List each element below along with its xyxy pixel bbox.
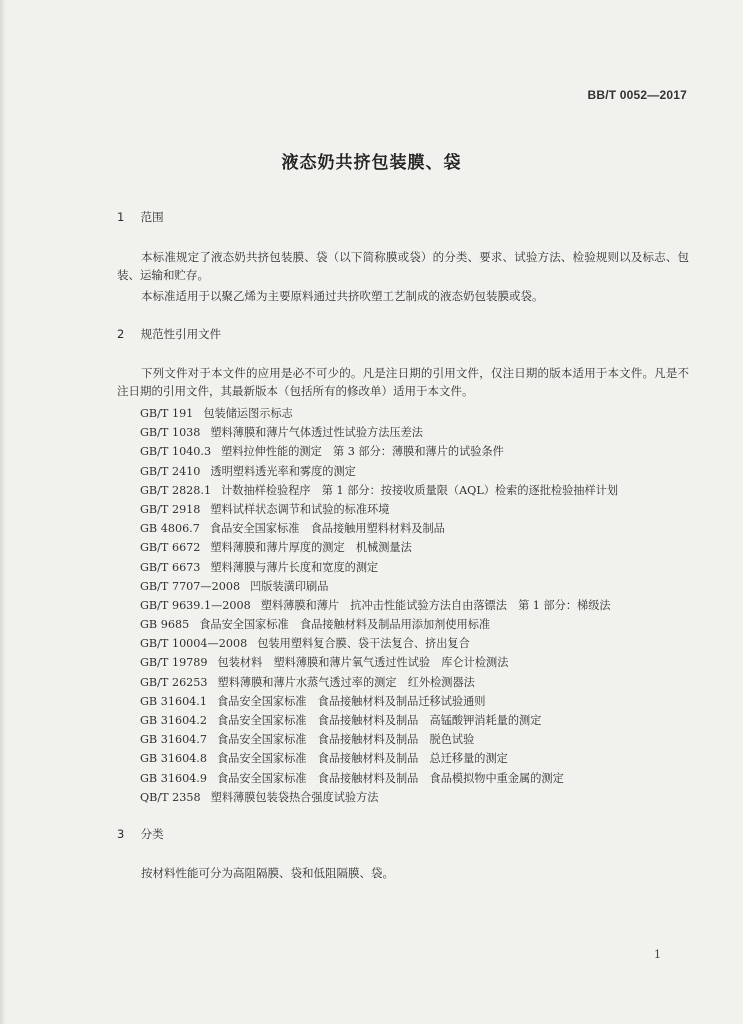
- reference-item: [140, 749, 618, 768]
- scope-paragraph-2: 本标准适用于以聚乙烯为主要原料通过共挤吹塑工艺制成的液态奶包装膜或袋。: [141, 289, 544, 303]
- reference-title: 包装用塑料复合膜、袋干法复合、挤出复合: [257, 637, 470, 651]
- section-title: 范围: [140, 210, 164, 224]
- references-intro-paragraph: 下列文件对于本文件的应用是必不可少的。凡是注日期的引用文件，仅注日期的版本适用于本文件。凡是不注日期的引用文件，其最新版本（包括所有的修改单）适用于本文件。: [117, 366, 689, 398]
- reference-code: GB/T 2828.1: [140, 483, 212, 497]
- reference-item: [140, 615, 618, 634]
- reference-item: [140, 500, 618, 519]
- reference-title: 塑料薄膜包装袋热合强度试验方法: [210, 790, 379, 804]
- reference-item: [140, 538, 618, 557]
- reference-title: 塑料试样状态调节和试验的标准环境: [210, 502, 390, 516]
- reference-code: GB/T 2918: [140, 502, 201, 516]
- reference-item: [140, 788, 618, 807]
- reference-item: [140, 481, 618, 500]
- section-number: 3: [117, 827, 125, 841]
- reference-code: GB/T 6672: [140, 541, 201, 555]
- reference-item: [140, 577, 618, 596]
- reference-item: [140, 404, 618, 423]
- reference-code: GB 9685: [140, 618, 190, 632]
- reference-code: GB/T 191: [140, 407, 194, 420]
- reference-title: 食品安全国家标准 食品接触材料及制品用添加剂使用标准: [199, 618, 491, 632]
- reference-code: GB/T 2410: [140, 464, 201, 478]
- reference-code: GB/T 7707—2008: [140, 579, 241, 593]
- reference-title: 食品安全国家标准 食品接触用塑料材料及制品: [209, 522, 445, 536]
- reference-item: [140, 653, 618, 672]
- reference-title: 塑料拉伸性能的测定 第 3 部分：薄膜和薄片的试验条件: [221, 445, 504, 459]
- section-title: 分类: [140, 827, 164, 841]
- reference-code: GB/T 1040.3: [140, 445, 212, 459]
- reference-list: [140, 404, 618, 807]
- reference-item: [140, 596, 618, 615]
- reference-code: GB 31604.2: [140, 714, 207, 727]
- page-number: 1: [654, 948, 661, 961]
- section-number: 2: [117, 327, 125, 341]
- reference-item: [140, 462, 618, 481]
- reference-code: GB 31604.8: [140, 752, 207, 766]
- section-number: 1: [117, 210, 125, 224]
- section-title: 规范性引用文件: [140, 327, 222, 341]
- reference-item: [140, 711, 618, 730]
- reference-title: 塑料薄膜与薄片长度和宽度的测定: [210, 560, 379, 574]
- reference-item: [140, 692, 618, 711]
- reference-title: 塑料薄膜和薄片 抗冲击性能试验方法自由落镖法 第 1 部分：梯级法: [260, 598, 611, 612]
- reference-item: [140, 442, 618, 461]
- reference-code: QB/T 2358: [140, 790, 201, 804]
- reference-item: [140, 730, 618, 749]
- reference-title: 计数抽样检验程序 第 1 部分：按接收质量限（AQL）检索的逐批检验抽样计划: [221, 483, 619, 497]
- section-heading-normative-references: [117, 326, 221, 342]
- reference-code: GB/T 1038: [140, 426, 201, 440]
- reference-title: 透明塑料透光率和雾度的测定: [210, 464, 356, 478]
- reference-title: 食品安全国家标准 食品接触材料及制品迁移试验通则: [216, 694, 486, 708]
- standard-code: BB/T 0052—2017: [587, 88, 687, 102]
- reference-title: 食品安全国家标准 食品接触材料及制品 总迁移量的测定: [216, 752, 508, 766]
- reference-title: 凹版装潢印刷品: [250, 579, 329, 593]
- reference-title: 食品安全国家标准 食品接触材料及制品 高锰酸钾消耗量的测定: [216, 714, 542, 727]
- reference-code: GB/T 9639.1—2008: [140, 598, 251, 612]
- document-title: 液态奶共挤包装膜、袋: [281, 153, 462, 173]
- reference-code: GB 31604.1: [140, 694, 207, 708]
- classification-paragraph: 按材料性能可分为高阻隔膜、袋和低阻隔膜、袋。: [141, 866, 394, 880]
- section-heading-classification: [117, 826, 164, 842]
- reference-item: [140, 558, 618, 577]
- reference-item: [140, 634, 618, 653]
- scope-paragraph-1: 本标准规定了液态奶共挤包装膜、袋（以下简称膜或袋）的分类、要求、试验方法、检验规则以及标志、包装、运输和贮存。: [117, 250, 689, 282]
- reference-item: [140, 519, 618, 538]
- reference-code: GB/T 10004—2008: [140, 637, 248, 651]
- reference-title: 食品安全国家标准 食品接触材料及制品 食品模拟物中重金属的测定: [216, 771, 564, 785]
- reference-item: [140, 423, 618, 442]
- reference-code: GB/T 6673: [140, 560, 201, 574]
- reference-code: GB/T 26253: [140, 675, 208, 689]
- reference-title: 包装材料 塑料薄膜和薄片氧气透过性试验 库仑计检测法: [217, 656, 509, 670]
- reference-title: 食品安全国家标准 食品接触材料及制品 脱色试验: [216, 733, 475, 747]
- section-heading-scope: [117, 209, 164, 225]
- reference-title: 塑料薄膜和薄片气体透过性试验方法压差法: [210, 426, 423, 440]
- reference-code: GB/T 19789: [140, 656, 208, 670]
- reference-code: GB 31604.9: [140, 771, 207, 785]
- reference-item: [140, 673, 618, 692]
- reference-title: 塑料薄膜和薄片水蒸气透过率的测定 红外检测器法: [217, 675, 475, 689]
- reference-title: 塑料薄膜和薄片厚度的测定 机械测量法: [210, 541, 412, 555]
- reference-code: GB 4806.7: [140, 522, 200, 536]
- reference-item: [140, 769, 618, 788]
- reference-code: GB 31604.7: [140, 733, 207, 747]
- reference-title: 包装储运图示标志: [203, 407, 293, 420]
